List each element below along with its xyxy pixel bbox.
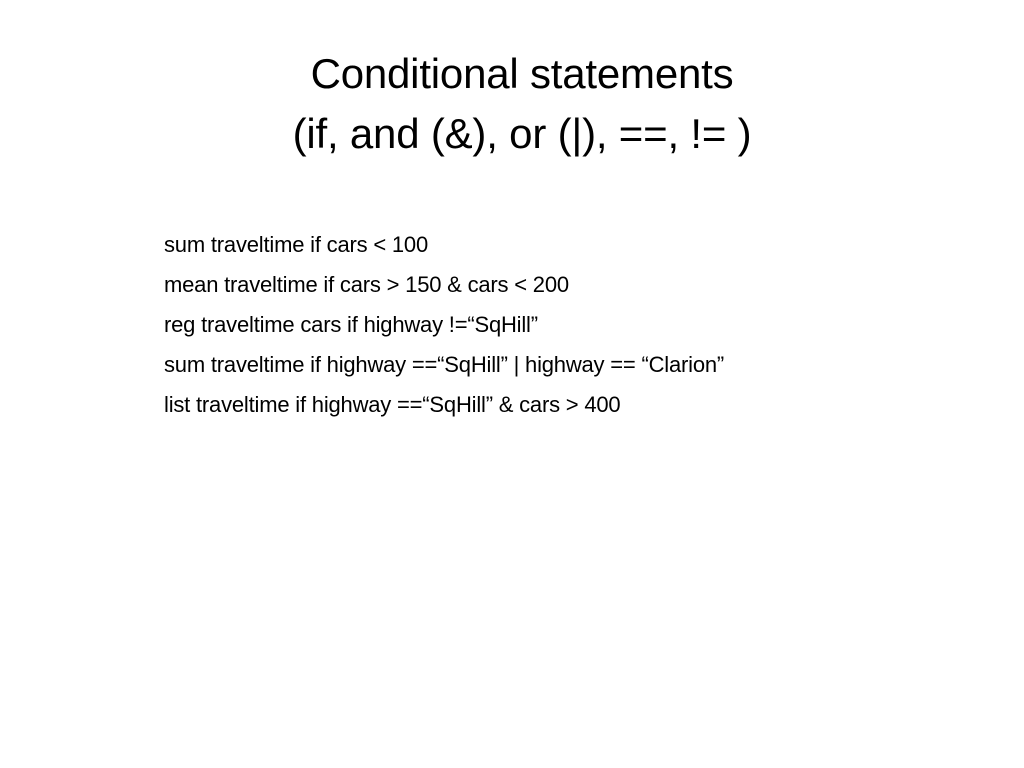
body-line-list-highway-and: list traveltime if highway ==“SqHill” & cars > 400 <box>164 392 621 417</box>
body-line-sum-cars: sum traveltime if cars < 100 <box>164 232 428 257</box>
body-line-mean-cars: mean traveltime if cars > 150 & cars < 200 <box>164 272 569 297</box>
body-line-sum-highway-or: sum traveltime if highway ==“SqHill” | highway == “Clarion” <box>164 352 725 377</box>
slide-title <box>0 44 1024 164</box>
slide-body <box>164 225 724 425</box>
body-line-reg-highway: reg traveltime cars if highway !=“SqHill” <box>164 312 538 337</box>
slide-title-line-2: (if, and (&), or (|), ==, != ) <box>292 110 752 157</box>
slide-title-line-1: Conditional statements <box>310 50 734 97</box>
